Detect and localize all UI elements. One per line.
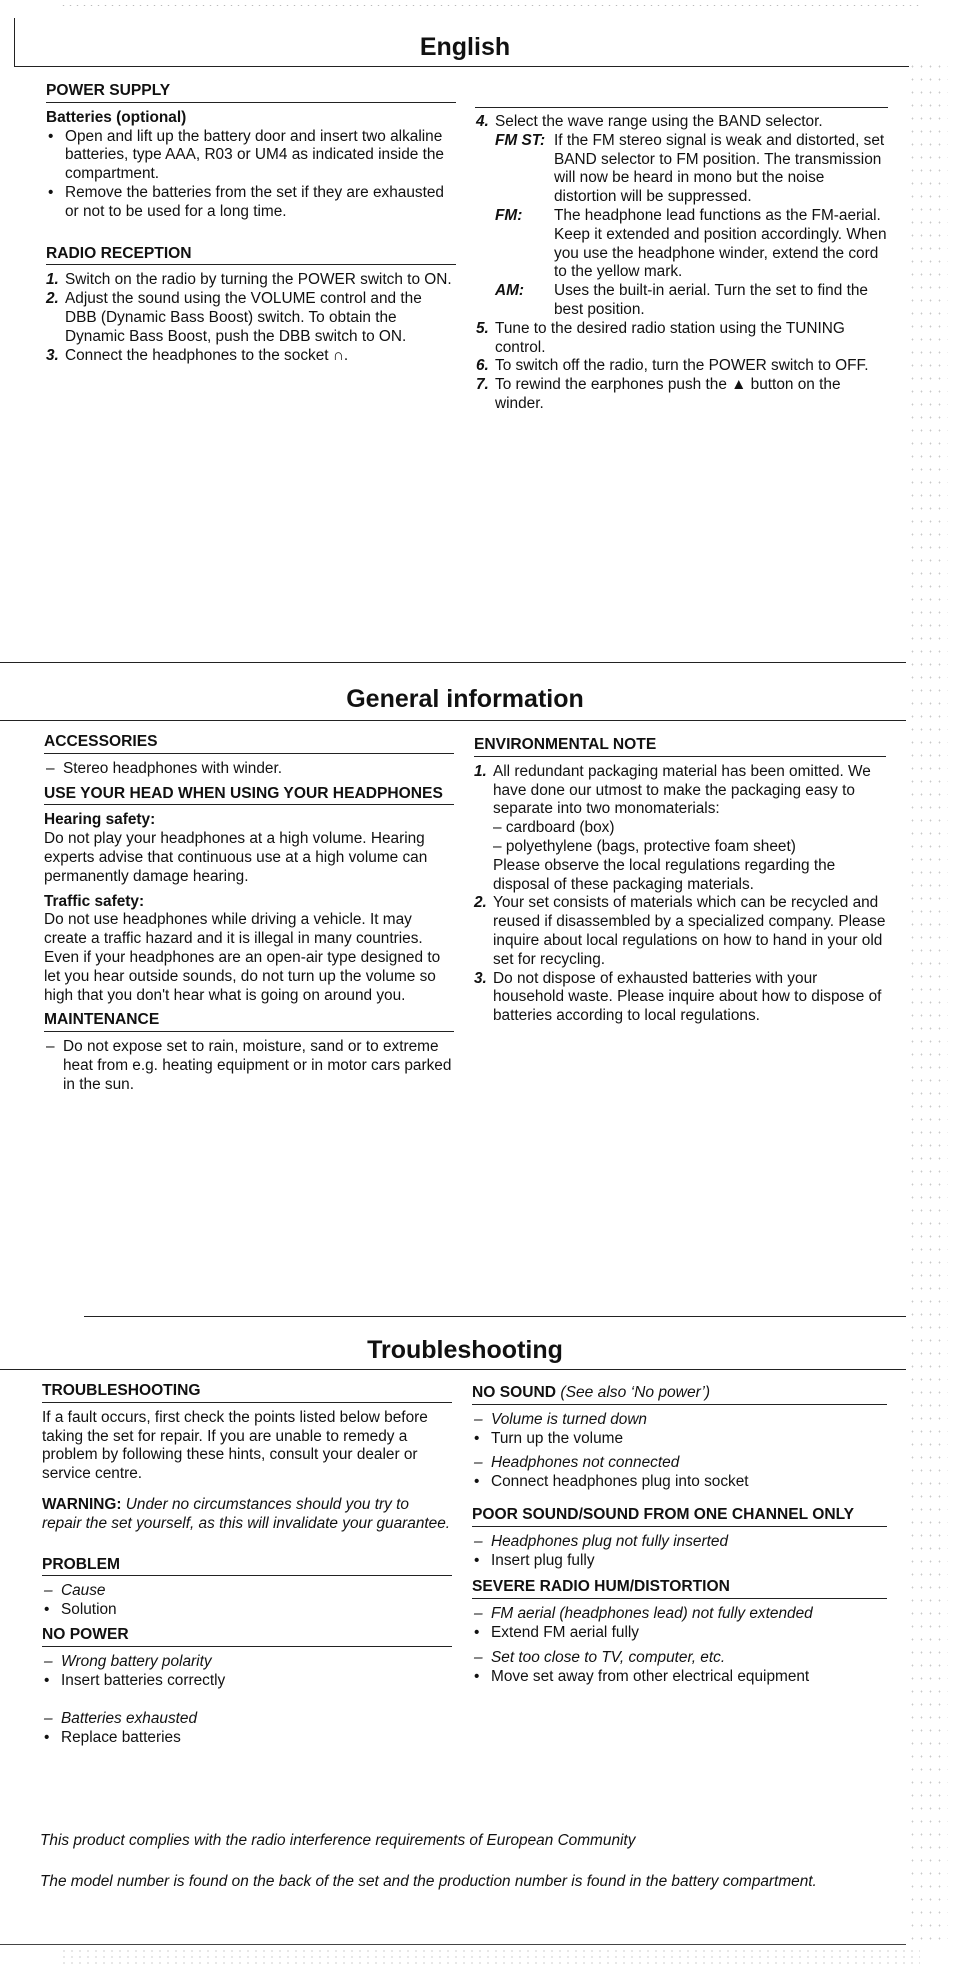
column-right-troubleshooting: [472, 1384, 887, 1686]
bullet-icon: •: [474, 1667, 480, 1685]
dash-icon: –: [46, 1038, 55, 1056]
dash-icon: –: [474, 1605, 483, 1623]
column-right-english: [476, 113, 891, 414]
cause-item: – Batteries exhausted: [44, 1710, 198, 1728]
heading-no-power: NO POWER: [42, 1626, 452, 1647]
column-left-troubleshooting: [42, 1382, 452, 1748]
dash-icon: –: [474, 1648, 483, 1666]
bottom-rule: [0, 1944, 906, 1945]
paragraph-hearing: Do not play your headphones at a high volume. Hearing experts advise that continuous use at a high volume can permanently damage hearing.: [44, 830, 428, 885]
list-item: • Open and lift up the battery door and insert two alkaline batteries, type AAA, R03 or UM4 as indicated inside the compartment.: [48, 127, 444, 183]
column-left-english: [46, 82, 456, 365]
heading-problem: PROBLEM: [42, 1556, 452, 1577]
bullet-icon: •: [44, 1671, 50, 1689]
warning-paragraph: WARNING: Under no circumstances should you try to repair the set yourself, as this will invalidate your guarantee.: [42, 1495, 451, 1532]
band-definition: FM ST: If the FM stereo signal is weak and distorted, set BAND selector to FM position. The transmission will now be heard in mono but the noise distortion will be suppressed.: [495, 131, 885, 206]
scan-noise-bottom: [60, 1948, 920, 1964]
section-rule-top: [0, 662, 906, 663]
compliance-note: This product complies with the radio interference requirements of European Community: [40, 1832, 636, 1849]
step-item: 2. Adjust the sound using the VOLUME control and the DBB (Dynamic Bass Boost) switch. To obtain the Dynamic Bass Boost, push the DBB switch to ON.: [46, 290, 422, 345]
column-left-general: [44, 733, 454, 1095]
solution-item: • Extend FM aerial fully: [474, 1623, 639, 1641]
bullet-icon: •: [48, 183, 54, 201]
dash-icon: –: [474, 1454, 483, 1472]
step-item: 5. Tune to the desired radio station using the TUNING control.: [476, 319, 845, 356]
list-item: 1. All redundant packaging material has been omitted. We have done our utmost to make the packaging easy to separate into two monomaterials: – cardboard (box) – polyethylene (bags, protective foam sheet) Please observe the local regulations regarding the disposal of these packaging materials.: [474, 762, 871, 893]
bullet-icon: •: [474, 1551, 480, 1569]
heading-use-your-head: USE YOUR HEAD WHEN USING YOUR HEADPHONES: [44, 785, 454, 806]
paragraph-traffic: Do not use headphones while driving a vehicle. It may create a traffic hazard and it is illegal in many countries. Even if your headphones are an open-air type designed to let you hear outside sounds, do not turn up the volume so high that you don't hear what is going on around you.: [44, 911, 441, 1004]
heading-maintenance: MAINTENANCE: [44, 1011, 454, 1032]
title-rule-english: [14, 66, 909, 67]
column-right-general: [474, 736, 886, 1026]
heading-radio-hum: SEVERE RADIO HUM/DISTORTION: [472, 1578, 887, 1599]
section-title-general: General information: [346, 685, 584, 713]
list-item: – Do not expose set to rain, moisture, sand or to extreme heat from e.g. heating equipment or in motor cars parked in the sun.: [46, 1038, 452, 1093]
paragraph-troubleshooting: If a fault occurs, first check the points listed below before taking the set for repair. If you are unable to remedy a problem by following these hints, consult your dealer or service centre.: [42, 1408, 428, 1483]
dash-icon: –: [46, 759, 55, 777]
step-item: 4. Select the wave range using the BAND selector.: [476, 113, 823, 130]
dash-icon: –: [44, 1710, 53, 1728]
scan-noise-top: [60, 3, 920, 9]
step-item: 6. To switch off the radio, turn the POWER switch to OFF.: [476, 357, 869, 375]
heading-environmental-note: ENVIRONMENTAL NOTE: [474, 736, 886, 757]
solution-item: • Solution: [44, 1601, 117, 1619]
bullet-icon: •: [474, 1473, 480, 1491]
heading-poor-sound: POOR SOUND/SOUND FROM ONE CHANNEL ONLY: [472, 1506, 887, 1527]
list-item: – Stereo headphones with winder.: [46, 759, 283, 777]
step-item: 1. Switch on the radio by turning the POWER switch to ON.: [46, 271, 452, 289]
model-number-note: The model number is found on the back of the set and the production number is found in the battery compartment.: [40, 1873, 817, 1890]
cause-item: – Headphones plug not fully inserted: [474, 1532, 729, 1550]
dash-icon: –: [44, 1582, 53, 1600]
cause-item: – Volume is turned down: [474, 1410, 647, 1428]
heading-troubleshooting: TROUBLESHOOTING: [42, 1382, 452, 1403]
heading-radio-reception: RADIO RECEPTION: [46, 245, 456, 266]
cause-item: – Headphones not connected: [474, 1454, 680, 1472]
bullet-icon: •: [48, 127, 54, 145]
section-rule-top: [84, 1316, 906, 1317]
cause-item: – Wrong battery polarity: [44, 1652, 212, 1670]
solution-item: • Turn up the volume: [474, 1429, 624, 1447]
dash-icon: –: [44, 1652, 53, 1670]
band-definition: AM: Uses the built-in aerial. Turn the set to find the best position.: [495, 282, 868, 318]
section-title-troubleshooting: Troubleshooting: [367, 1336, 563, 1364]
section-rule-bottom: [0, 720, 906, 721]
bullet-icon: •: [474, 1623, 480, 1641]
step-item: 7. To rewind the earphones push the ▲ button on the winder.: [476, 376, 841, 412]
dash-icon: –: [474, 1532, 483, 1550]
column-top-rule: [475, 107, 888, 108]
cause-item: – Cause: [44, 1582, 106, 1600]
dash-icon: –: [474, 1410, 483, 1428]
heading-no-sound: NO SOUND (See also ‘No power’): [472, 1384, 887, 1405]
scan-noise-right: [908, 60, 948, 1940]
solution-item: • Replace batteries: [44, 1729, 181, 1747]
cause-item: – Set too close to TV, computer, etc.: [474, 1648, 726, 1666]
heading-power-supply: POWER SUPPLY: [46, 82, 456, 103]
list-item: • Remove the batteries from the set if they are exhausted or not to be used for a long time.: [48, 183, 444, 220]
solution-item: • Move set away from other electrical equipment: [474, 1667, 810, 1685]
section-title-english: English: [419, 33, 511, 61]
solution-item: • Connect headphones plug into socket: [474, 1473, 749, 1491]
subheading-hearing-safety: Hearing safety:: [44, 811, 156, 829]
heading-accessories: ACCESSORIES: [44, 733, 454, 754]
bullet-icon: •: [474, 1429, 480, 1447]
section-rule-bottom: [0, 1369, 906, 1370]
list-item: 3. Do not dispose of exhausted batteries with your household waste. Please inquire about how to dispose of batteries according to local regulations.: [474, 969, 882, 1025]
subheading-batteries: Batteries (optional): [46, 108, 187, 126]
frame-left-edge: [14, 18, 15, 66]
solution-item: • Insert plug fully: [474, 1551, 595, 1569]
subheading-traffic-safety: Traffic safety:: [44, 892, 145, 910]
solution-item: • Insert batteries correctly: [44, 1671, 226, 1689]
list-item: 2. Your set consists of materials which can be recycled and reused if disassembled by a specialized company. Please inquire about local regulations on how to hand in your old set for recycling.: [474, 894, 886, 968]
cause-item: – FM aerial (headphones lead) not fully extended: [474, 1605, 813, 1623]
bullet-icon: •: [44, 1601, 50, 1619]
step-item: 3. Connect the headphones to the socket ∩.: [46, 346, 349, 364]
bullet-icon: •: [44, 1729, 50, 1747]
band-definition: FM: The headphone lead functions as the FM-aerial. Keep it extended and position accordingly. When you use the headphone winder, extend the cord to the yellow mark.: [495, 206, 887, 281]
